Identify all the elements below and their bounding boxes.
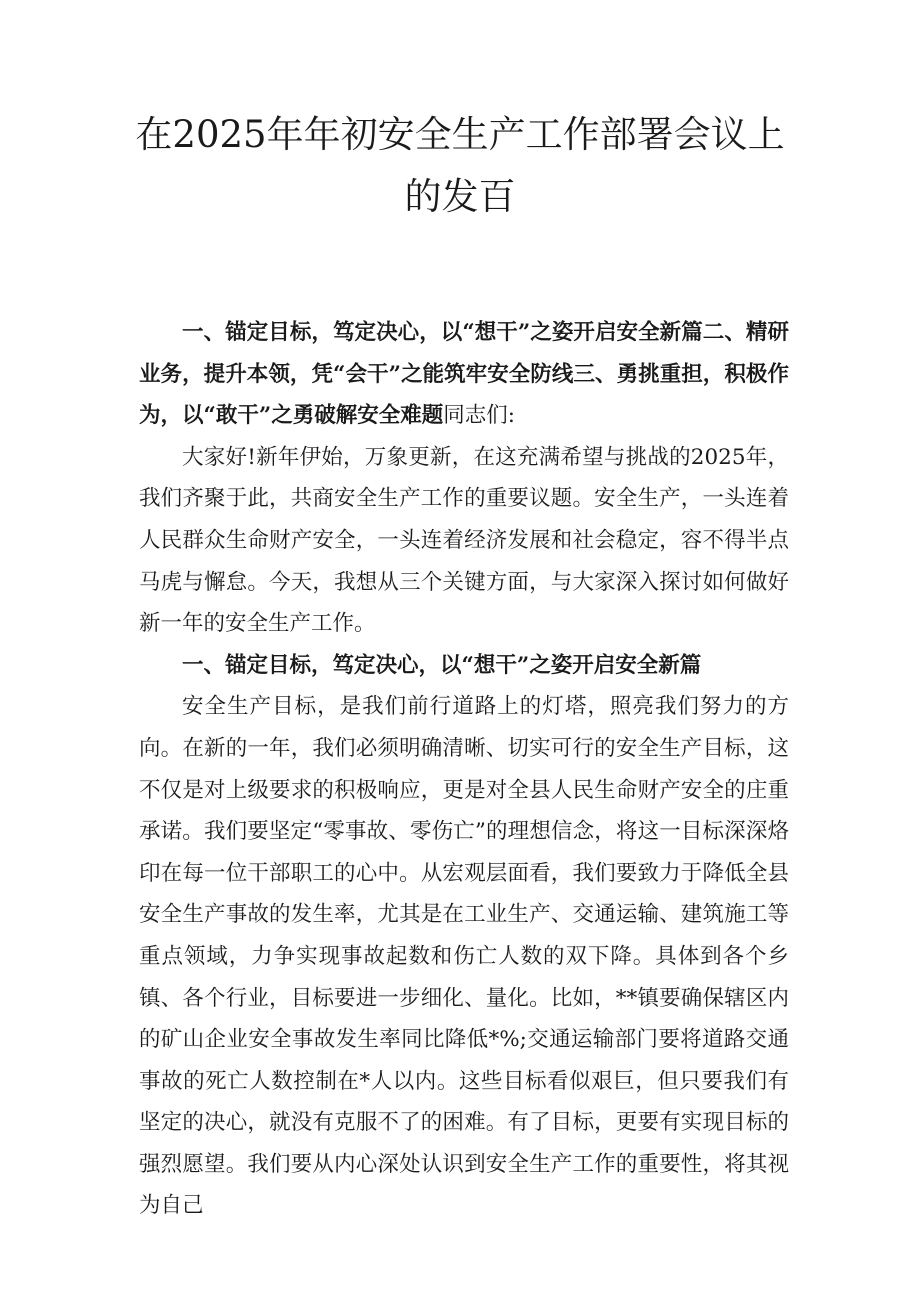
outline-heading: 一、锚定目标，笃定决心，以“想干”之姿开启安全新篇二、精研业务，提升本领，凭“会干”之能筑牢安全防线三、勇挑重担，积极作为，以“敢干”之勇破解安全难题 [139, 320, 789, 429]
salutation: 同志们: [443, 403, 515, 429]
document-title: 在2025年年初安全生产工作部署会议上的发百 [135, 113, 785, 218]
section1-paragraph: 安全生产目标，是我们前行道路上的灯塔，照亮我们努力的方向。在新的一年，我们必须明确清晰、切实可行的安全生产目标，这不仅是对上级要求的积极响应，更是对全县人民生命财产安全的庄重承诺。我们要坚定“零事故、零伤亡”的理想信念，将这一目标深深烙印在每一位干部职工的心中。从宏观层面看，我们要致力于降低全县安全生产事故的发生率，尤其是在工业生产、交通运输、建筑施工等重点领域，力争实现事故起数和伤亡人数的双下降。具体到各个乡镇、各个行业，目标要进一步细化、量化。比如，**镇要确保辖区内的矿山企业安全事故发生率同比降低*%;交通运输部门要将道路交通事故的死亡人数控制在*人以内。这些目标看似艰巨，但只要我们有坚定的决心，就没有克服不了的困难。有了目标，更要有实现目标的强烈愿望。我们要从内心深处认识到安全生产工作的重要性，将其视为自己 [139, 694, 789, 1219]
greeting-paragraph: 大家好!新年伊始，万象更新，在这充满希望与挑战的2025年，我们齐聚于此，共商安全生产工作的重要议题。安全生产，一头连着人民群众生命财产安全，一头连着经济发展和社会稳定，容不得半点马虎与懈怠。今天，我想从三个关键方面，与大家深入探讨如何做好新一年的安全生产工作。 [139, 444, 789, 637]
outline-paragraph [139, 312, 789, 437]
document-body [139, 312, 789, 1227]
section1-heading: 一、锚定目标，笃定决心，以“想干”之姿开启安全新篇 [182, 652, 702, 678]
